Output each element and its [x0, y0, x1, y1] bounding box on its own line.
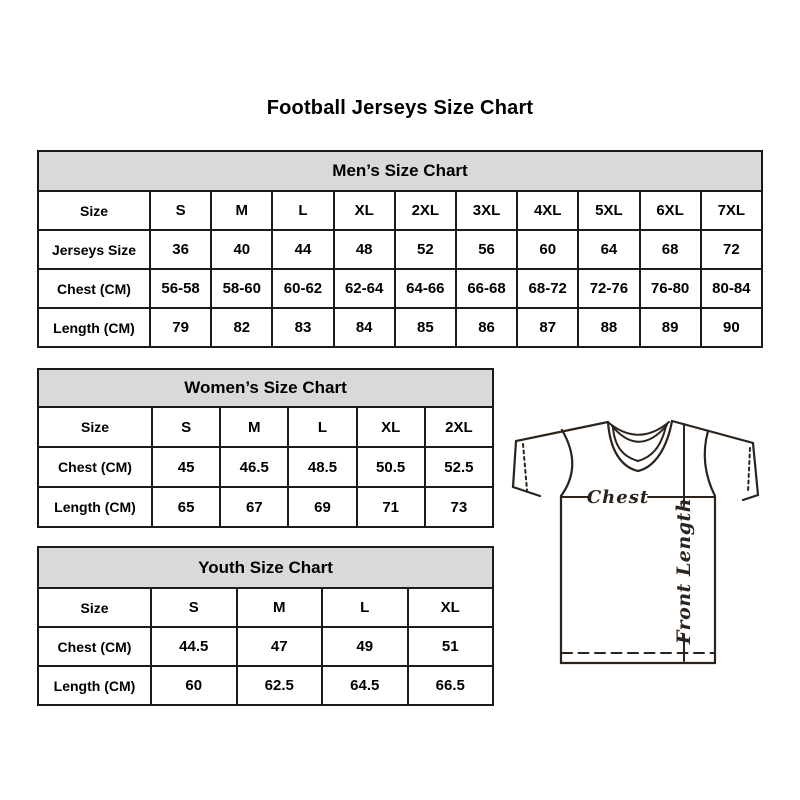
table-cell: 60 [151, 666, 237, 705]
table-cell: 56 [456, 230, 517, 269]
front-length-label: Front Length [673, 497, 695, 645]
table-cell: 80-84 [701, 269, 762, 308]
table-cell: 47 [237, 627, 323, 666]
row-label-cell: Size [38, 191, 150, 230]
table-cell: 58-60 [211, 269, 272, 308]
table-cell: 66-68 [456, 269, 517, 308]
table-cell: 83 [272, 308, 333, 347]
mens-size-table [37, 150, 763, 348]
table-cell: 36 [150, 230, 211, 269]
table-cell: 64.5 [322, 666, 408, 705]
collar-back-arc-2 [612, 425, 667, 442]
table-cell: 90 [701, 308, 762, 347]
table-row [38, 666, 493, 705]
table-cell: S [150, 191, 211, 230]
table-cell: 72-76 [578, 269, 639, 308]
table-row [38, 269, 762, 308]
table-cell: XL [334, 191, 395, 230]
table-cell: 4XL [517, 191, 578, 230]
table-cell: 73 [425, 487, 493, 527]
table-cell: 79 [150, 308, 211, 347]
table-cell: 7XL [701, 191, 762, 230]
table-cell: 52.5 [425, 447, 493, 487]
left-armhole-seam [561, 430, 572, 496]
table-cell: 84 [334, 308, 395, 347]
table-cell: 49 [322, 627, 408, 666]
table-cell: 2XL [395, 191, 456, 230]
table-cell: M [237, 588, 323, 627]
table-cell: 50.5 [357, 447, 425, 487]
left-cuff-dashed-line [523, 444, 527, 490]
table-row [38, 407, 493, 447]
table-row [38, 230, 762, 269]
table-cell: 62-64 [334, 269, 395, 308]
table-cell: M [220, 407, 288, 447]
table-title: Men’s Size Chart [38, 151, 762, 191]
table-cell: 71 [357, 487, 425, 527]
table-cell: 3XL [456, 191, 517, 230]
row-label-cell: Chest (CM) [38, 627, 151, 666]
table-cell: 64 [578, 230, 639, 269]
table-row [38, 487, 493, 527]
chest-label: Chest [586, 487, 650, 508]
table-cell: 68 [640, 230, 701, 269]
table-cell: 48.5 [288, 447, 356, 487]
table-cell: M [211, 191, 272, 230]
table-cell: 5XL [578, 191, 639, 230]
row-label-cell: Chest (CM) [38, 269, 150, 308]
womens-size-table [37, 368, 494, 528]
table-header-row [38, 369, 493, 407]
table-cell: L [322, 588, 408, 627]
table-cell: 48 [334, 230, 395, 269]
table-title: Youth Size Chart [38, 547, 493, 588]
table-cell: 6XL [640, 191, 701, 230]
table-cell: 40 [211, 230, 272, 269]
table-cell: 65 [152, 487, 220, 527]
table-cell: 45 [152, 447, 220, 487]
row-label-cell: Length (CM) [38, 666, 151, 705]
table-cell: 66.5 [408, 666, 494, 705]
table-cell: 88 [578, 308, 639, 347]
youth-size-table [37, 546, 494, 706]
table-cell: 64-66 [395, 269, 456, 308]
table-cell: 62.5 [237, 666, 323, 705]
table-cell: 86 [456, 308, 517, 347]
jersey-measurement-diagram [500, 400, 780, 680]
table-cell: 89 [640, 308, 701, 347]
row-label-cell: Size [38, 588, 151, 627]
row-label-cell: Jerseys Size [38, 230, 150, 269]
table-cell: 72 [701, 230, 762, 269]
table-cell: L [288, 407, 356, 447]
page-title: Football Jerseys Size Chart [266, 97, 534, 119]
row-label-cell: Length (CM) [38, 487, 152, 527]
table-cell: 67 [220, 487, 288, 527]
table-cell: 51 [408, 627, 494, 666]
table-cell: 60-62 [272, 269, 333, 308]
table-cell: 46.5 [220, 447, 288, 487]
table-row [38, 191, 762, 230]
table-header-row [38, 151, 762, 191]
table-cell: S [152, 407, 220, 447]
table-row [38, 308, 762, 347]
table-cell: 56-58 [150, 269, 211, 308]
table-title: Women’s Size Chart [38, 369, 493, 407]
right-armhole-seam [705, 431, 715, 496]
row-label-cell: Length (CM) [38, 308, 150, 347]
row-label-cell: Chest (CM) [38, 447, 152, 487]
table-cell: 82 [211, 308, 272, 347]
table-cell: 87 [517, 308, 578, 347]
table-row [38, 627, 493, 666]
table-row [38, 447, 493, 487]
table-header-row [38, 547, 493, 588]
right-cuff-dashed-line [748, 448, 750, 492]
table-row [38, 588, 493, 627]
table-cell: 85 [395, 308, 456, 347]
table-cell: XL [408, 588, 494, 627]
table-cell: S [151, 588, 237, 627]
table-cell: L [272, 191, 333, 230]
table-cell: 44.5 [151, 627, 237, 666]
table-cell: 60 [517, 230, 578, 269]
table-cell: 68-72 [517, 269, 578, 308]
row-label-cell: Size [38, 407, 152, 447]
table-cell: 76-80 [640, 269, 701, 308]
table-cell: 44 [272, 230, 333, 269]
table-cell: 2XL [425, 407, 493, 447]
table-cell: XL [357, 407, 425, 447]
table-cell: 52 [395, 230, 456, 269]
table-cell: 69 [288, 487, 356, 527]
